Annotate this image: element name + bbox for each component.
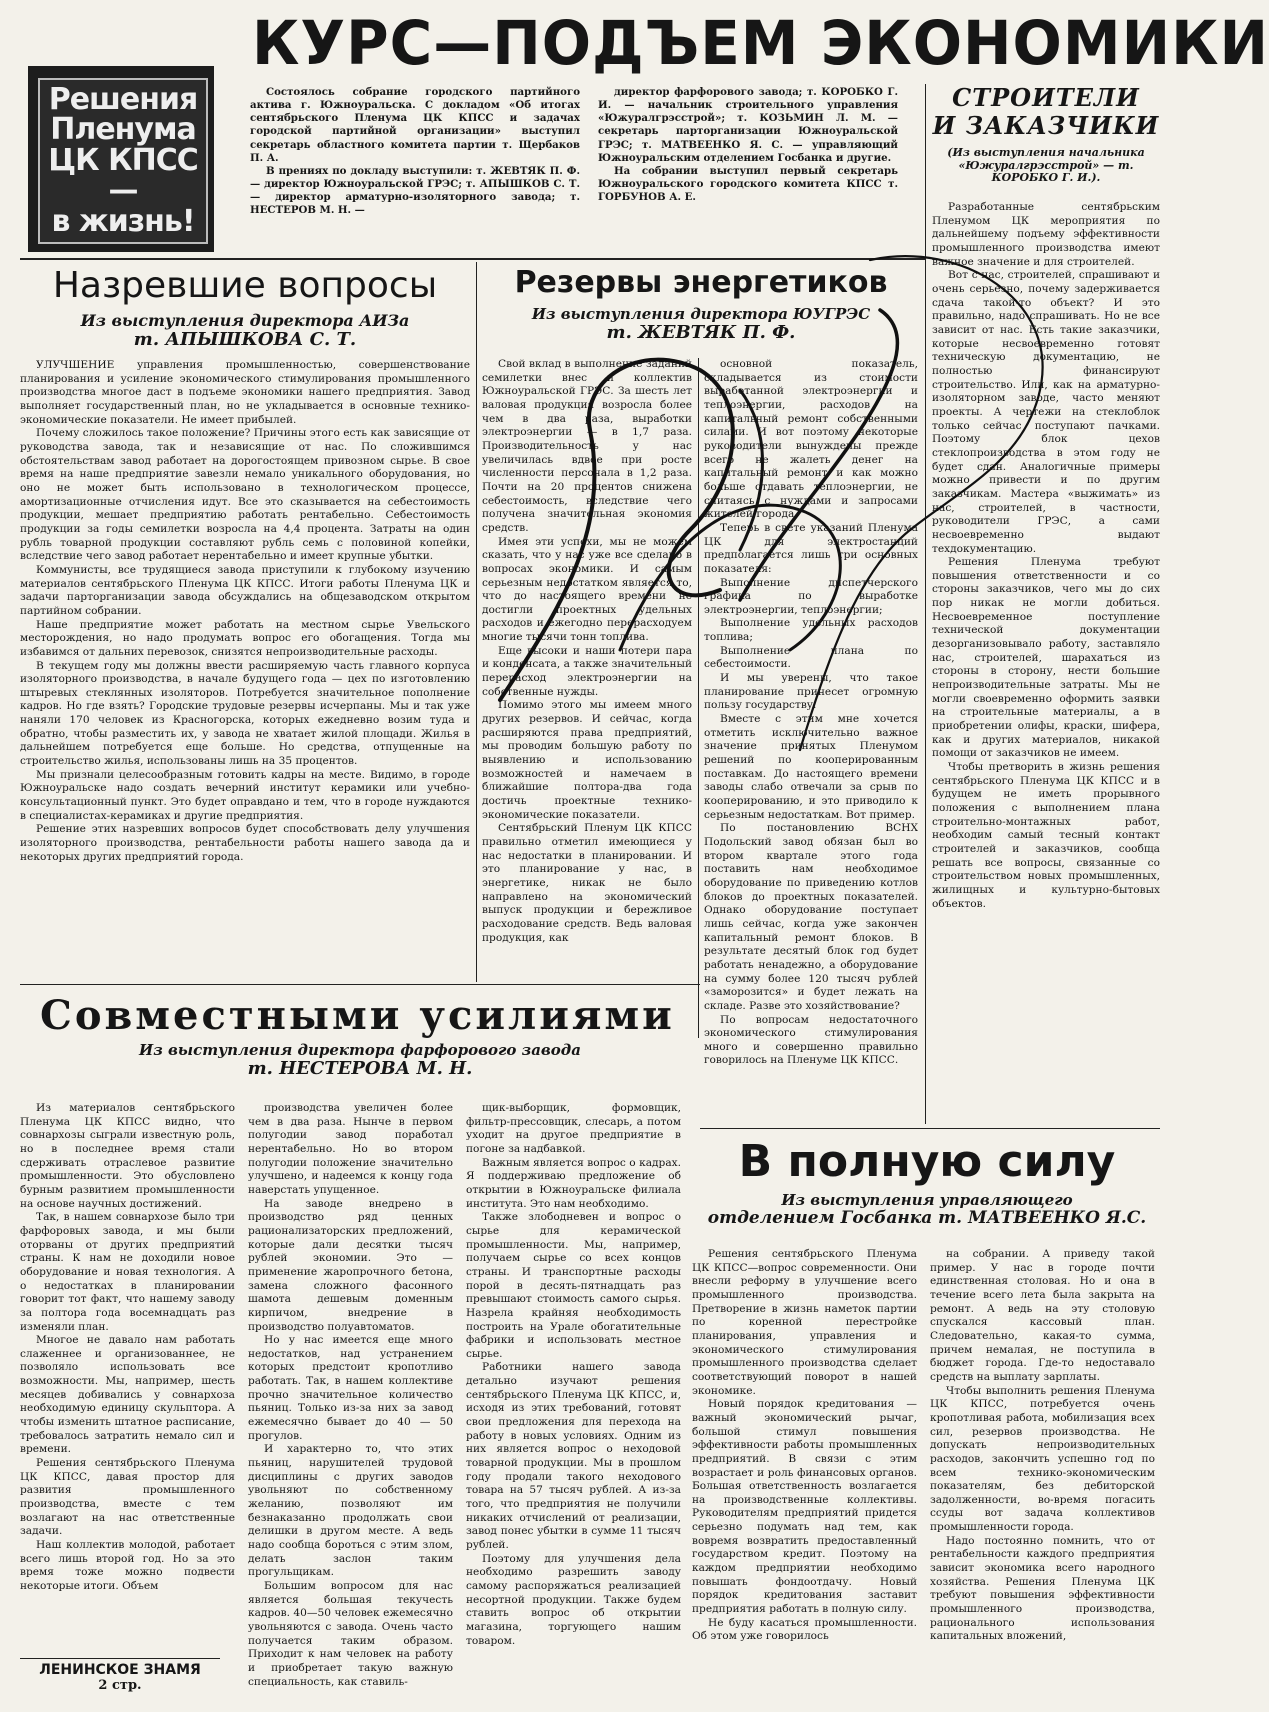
article-title: Назревшие вопросы: [52, 265, 438, 306]
article-title: СТРОИТЕЛИ: [952, 83, 1140, 112]
paragraph: Вместе с этим мне хочется отметить исключительно важное значение принятых Пленумом решений по кооперированным поставкам. До настоящего времени заводы слабо отвечали за срыв по кооперированию, и это приводило к серьезным недостаткам. Вот пример.: [704, 713, 918, 821]
article-body: [932, 201, 1160, 1101]
paragraph: Решения сентябрьского Пленума ЦК КПСС, давая простор для развития промышленного производства, вместе с тем возлагают на нас ответственные задачи.: [20, 1457, 235, 1538]
article-title: В полную силу: [738, 1136, 1116, 1187]
article-body: [20, 359, 470, 949]
newspaper-name: ЛЕНИНСКОЕ ЗНАМЯ: [39, 1662, 201, 1678]
article-subtitle: (Из выступления начальника «Южуралгрэсстрой» — т. КОРОБКО Г. И.).: [947, 146, 1145, 185]
article-body-col-1: [692, 1248, 917, 1708]
paragraph: Чтобы выполнить решения Пленума ЦК КПСС, потребуется очень кропотливая работа, мобилизация всех сил, резервов производства. Не допускать непроизводительных расходов, закончить успешно год по всем технико-экономическим показателям, без дебиторской задолженности, во-время погасить ссуды вот задача коллективов промышленности города.: [930, 1384, 1155, 1534]
article-nazrevshie: [20, 262, 470, 982]
article-body-col-1: [20, 1102, 235, 1662]
paragraph: директор фарфорового завода; т. КОРОБКО Г. И. — начальник строительного управления «Южуралгрэсстрой»; т. КОЗЬМИН Л. М. — секретарь парторганизации Южноуральской ГРЭС; т. МАТВЕЕНКО Я. С. — управляющий Южноуральским отделением Госбанка и другие.: [598, 86, 898, 164]
divider: [20, 984, 700, 985]
divider: [20, 258, 925, 260]
paragraph: щик-выборщик, формовщик, фильтр-прессовщик, слесарь, а потом уходит на другое предприятие в погоне за надбавкой.: [466, 1102, 681, 1155]
paragraph: На собрании выступил первый секретарь Южноуральского городского комитета КПСС т. ГОРБУНОВ А. Е.: [598, 164, 898, 204]
paragraph: Свой вклад в выполнение заданий семилетки внес и коллектив Южноуральской ГРЭС. За шесть лет валовая продукция возросла более чем в два раза, выработки электроэнергии — в 1,7 раза. Производительность у нас увеличилась вдвое при росте численности персонала в 1,2 раза. Почти на 20 процентов снижена себестоимость, вследствие чего получена значительная экономия средств.: [482, 358, 692, 534]
article-title: Совместными усилиями: [40, 992, 675, 1039]
paragraph: Помимо этого мы имеем много других резервов. И сейчас, когда расширяются права предприятий, мы проводим большую работу по выявлению и использованию возможностей и намечаем в ближайшие полтора-два года достичь проектные технико-экономические показатели.: [482, 699, 692, 821]
article-body-col-3: [466, 1102, 681, 1702]
paragraph: Наш коллектив молодой, работает всего лишь второй год. Но за это время тоже можно подвести некоторые итоги. Объем: [20, 1539, 235, 1592]
article-polnuyu: [692, 1136, 1162, 1710]
paragraph: Работники нашего завода детально изучают решения сентябрьского Пленума ЦК КПСС, и, исходя из этих требований, готовят свои предложения для перехода на работу в новых условиях. Одним из них является вопрос о неходовой товарной продукции. Мы в прошлом году продали такого неходового товара на 57 тысяч рублей. А из-за того, что предприятия не получили никаких отчислений от реализации, завод понес убытки в сумме 11 тысяч рублей.: [466, 1361, 681, 1551]
paragraph: Решения Пленума требуют повышения ответственности и со стороны заказчиков, чего мы до сих пор никак не могли добиться. Несвоевременное поступление технической документации дезорганизовывало работу, заставляло нас, строителей, шарахаться из стороны в сторону, нести большие непроизводительные затраты. Мы не могли своевременно оформить заявки на строительные материалы, а в приобретении олифы, краски, шифера, как и других материалов, никакой помощи от заказчиков не имеем.: [932, 556, 1160, 760]
paragraph: на собрании. А приведу такой пример. У нас в городе почти единственная столовая. Но и она в течение всего лета была закрыта на ремонт. А ведь на эту столовую спускался кассовый план. Следовательно, какая-то сумма, причем немалая, не поступила в бюджет города. Где-то недоставало средств на выплату зарплаты.: [930, 1248, 1155, 1383]
page-number: 2 стр.: [98, 1678, 142, 1693]
intro-col-1: [250, 86, 580, 256]
article-subtitle: Из выступления управляющего: [781, 1191, 1073, 1209]
paragraph: Так, в нашем совнархозе было три фарфоровых завода, и мы были оторваны от других предприятий страны. К нам не доходили новое оборудование и новая технология. А о недостатках в планировании говорит тот факт, что нашему заводу за полтора года восемнадцать раз изменяли план.: [20, 1211, 235, 1333]
paragraph: Чтобы претворить в жизнь решения сентябрьского Пленума ЦК КПСС и в будущем не иметь прорывного положения с выполнением плана строительно-монтажных работ, необходим самый тесный контакт строителей и заказчиков, сообща решать все вопросы, связанные со строительством новых промышленных, жилищных и культурно-бытовых объектов.: [932, 761, 1160, 910]
divider: [925, 84, 926, 1124]
paragraph: Выполнение удельных расходов топлива;: [704, 617, 918, 644]
article-author: т. НЕСТЕРОВА М. Н.: [247, 1058, 473, 1080]
paragraph: Еще высоки и наши потери пара и конденсата, а также значительный перерасход электроэнергии на собственные нужды.: [482, 644, 692, 698]
article-sovmestnymi: [20, 990, 700, 1690]
paragraph: Почему сложилось такое положение? Причины этого есть как зависящие от руководства завода, так и независящие от нас. По сложившимся обстоятельствам завод работает на дорогостоящем привозном сырье. В свое время на наше предприятие завезли немало уникального оборудования, но оно не может быть использовано в технологическом процессе, амортизационные отчисления идут. Все это сказывается на себестоимость продукции, мешает предприятию работать рентабельно. Себестоимость продукции за годы семилетки возросла на 4,4 процента. Затраты на один рубль товарной продукции составляют рубль семь с половиной копейки, вследствие чего завод работает нерентабельно и имеет крупные убытки.: [20, 427, 470, 563]
article-body-col-2: [248, 1102, 453, 1702]
paragraph: Наше предприятие может работать на местном сырье Увельского месторождения, но надо продумать вопрос его обогащения. Тогда мы избавимся от дальних перевозок, снизятся непроизводительные расходы.: [20, 618, 470, 658]
paragraph: Мы признали целесообразным готовить кадры на месте. Видимо, в городе Южноуральске надо создать вечерний институт керамики или учебно-консультационный пункт. Это будет оправдано и тем, что в городе нуждаются в специалистах-керамиках и другие предприятия.: [20, 768, 470, 822]
article-author: т. АПЫШКОВА С. Т.: [133, 329, 357, 351]
article-subtitle: Из выступления директора АИЗа: [80, 311, 410, 330]
paragraph: Коммунисты, все трудящиеся завода приступили к глубокому изучению материалов сентябрьского Пленума ЦК КПСС. Итоги работы Пленума ЦК и задачи парторганизации завода обсуждались на общезаводском открытом партийном собрании.: [20, 563, 470, 617]
paragraph: Многое не давало нам работать слаженнее и организованнее, не позволяло использовать все возможности. Мы, например, шесть месяцев добивались у совнархоза необходимую единицу скульптора. А чтобы изменить штатное расписание, требовалось затратить немало сил и времени.: [20, 1334, 235, 1456]
article-title: И ЗАКАЗЧИКИ: [932, 110, 1160, 140]
paragraph: Вот с нас, строителей, спрашивают и очень серьезно, почему задерживается сдача такой-то объект? И это правильно, надо спрашивать. Но не все зависит от нас. Есть такие заказчики, которые несвоевременно готовят техническую документацию, не полностью финансируют строительство. Или, как на арматурно-изоляторном заводе, часто меняют проекты. А чертежи на стеклоблок только сейчас поступают пачками. Поэтому блок цехов стеклопроизводства в этом году не будет сдан. Аналогичные примеры можно привести и по другим заказчикам. Мастера «выжимать» из нас, строителей, в частности, руководители ГРЭС, а сами несвоевременно выдают техдокументацию.: [932, 269, 1160, 555]
paragraph: По вопросам недостаточного экономического стимулирования много и совершенно правильно говорилось на Пленуме ЦК КПСС.: [704, 1013, 918, 1067]
article-body-col-1: [482, 358, 692, 958]
intro-col-2: [598, 86, 898, 256]
footer: [20, 1662, 220, 1710]
paragraph: Важным является вопрос о кадрах. Я поддерживаю предложение об открытии в Южноуральске филиала института. Это нам необходимо.: [466, 1156, 681, 1210]
paragraph: производства увеличен более чем в два раза. Нынче в первом полугодии завод поработал нерентабельно. Но во втором полугодии положение значительно улучшено, и надеемся к концу года наверстать упущенное.: [248, 1102, 453, 1196]
paragraph: По постановлению ВСНХ Подольский завод обязан был во втором квартале этого года поставить нам необходимое оборудование по приведению котлов блоков до проектных показателей. Однако оборудование поступает лишь сейчас, когда уже закончен капитальный ремонт блоков. В результате десятый блок год будет работать ненадежно, а оборудование на сумму более 120 тысяч рублей «заморозится» и будет лежать на складе. Разве это хозяйствование?: [704, 822, 918, 1012]
article-rezervy: [482, 262, 920, 1067]
paragraph: Надо постоянно помнить, что от рентабельности каждого предприятия зависит экономика всего народного хозяйства. Решения Пленума ЦК требуют повышения эффективности промышленного производства, рационального использования капитальных вложений,: [930, 1534, 1155, 1643]
paragraph: основной показатель, складывается из стоимости выработанной электроэнергии и теплоэнергии, расходов на капитальный ремонт собственными силами. И вот поэтому некоторые руководители вынуждены прежде всего не жалеть денег на капитальный ремонт и как можно больше отдавать теплоэнергии, не считаясь с нуждами и запросами жителей города.: [704, 358, 918, 521]
paragraph: Теперь в свете указаний Пленума ЦК для электростанций предполагается лишь три основных показателя:: [704, 521, 918, 575]
article-author: отделением Госбанка т. МАТВЕЕНКО Я.С.: [707, 1208, 1147, 1229]
paragraph: Состоялось собрание городского партийного актива г. Южноуральска. С докладом «Об итогах сентябрьского Пленума ЦК КПСС и задачах городской партийной организации» выступил секретарь областного комитета партии т. Щербаков П. А.: [250, 86, 580, 164]
paragraph: Выполнение плана по себестоимости.: [704, 644, 918, 671]
paragraph: Решение этих назревших вопросов будет способствовать делу улучшения изоляторного производства, рентабельности работы нашего завода да и некоторых других предприятий города.: [20, 823, 470, 863]
paragraph: Имея эти успехи, мы не можем сказать, что у нас уже все сделано в вопросах экономики. И самым серьезным недостатком является то, что до настоящего времени не достигли проектных удельных расходов и ежегодно перерасходуем многие тысячи тонн топлива.: [482, 535, 692, 644]
paragraph: Разработанные сентябрьским Пленумом ЦК мероприятия по дальнейшему подъему эффективности промышленного производства имеют важное значение и для строителей.: [932, 201, 1160, 268]
paragraph: Не буду касаться промышленности. Об этом уже говорилось: [692, 1616, 917, 1643]
slogan-box: [28, 66, 214, 252]
paragraph: Из материалов сентябрьского Пленума ЦК КПСС видно, что совнархозы сыграли известную роль, но в последнее время стали сдерживать отраслевое развитие промышленности. Это обусловлено бурным развитием промышленности на основе научных достижений.: [20, 1102, 235, 1210]
paragraph: И характерно то, что этих пьяниц, нарушителей трудовой дисциплины с других заводов увольняют по собственному желанию, позволяют им безнаказанно продолжать свои делишки в другом месте. А ведь надо сообща бороться с этим злом, делать заслон таким прогульщикам.: [248, 1443, 453, 1579]
divider: [700, 1128, 1160, 1129]
divider: [476, 262, 477, 982]
slogan-text: Решения Пленума ЦК КПСС— в жизнь!: [48, 81, 198, 239]
article-subtitle: Из выступления директора фарфорового завода: [139, 1041, 581, 1059]
paragraph: УЛУЧШЕНИЕ управления промышленностью, совершенствование планирования и усиление экономического стимулирования промышленного производства многое даст в подъеме экономики нашего предприятия. Завод выполняет государственный план, но не укладывается в основные технико-экономические показатели. Не имеет прибылей.: [20, 359, 470, 426]
paragraph: Решения сентябрьского Пленума ЦК КПСС—вопрос современности. Они внесли реформу в улучшение всего промышленного производства. Претворение в жизнь наметок партии по коренной перестройке планирования, управления и экономического стимулирования промышленного производства сделает соответствующий поворот в нашей экономике.: [692, 1248, 917, 1397]
article-author: т. ЖЕВТЯК П. Ф.: [606, 322, 796, 344]
article-stroiteli: [932, 84, 1160, 1124]
paragraph: Сентябрьский Пленум ЦК КПСС правильно отметил имеющиеся у нас недостатки в планировании. И это планирование у нас, в энергетике, никак не было направлено на экономический выпуск продукции и бережливое расходование средств. Ведь валовая продукция, как: [482, 822, 692, 944]
page-title: КУРС—ПОДЪЕМ ЭКОНОМИКИ: [252, 7, 1269, 79]
paragraph: Поэтому для улучшения дела необходимо разрешить заводу самому распоряжаться реализацией несортной продукции. Также будем ставить вопрос об открытии магазина, торгующего нашим товаром.: [466, 1552, 681, 1647]
paragraph: Также злободневен и вопрос о сырье для керамической промышленности. Мы, например, получаем сырье со всех концов страны. И транспортные расходы порой в десять-пятнадцать раз превышают стоимость самого сырья. Назрела крайняя необходимость построить на Урале обогатительные фабрики и использовать местное сырье.: [466, 1211, 681, 1360]
paragraph: И мы уверены, что такое планирование принесет огромную пользу государству.: [704, 672, 918, 712]
paragraph: Выполнение диспетчерского графика по выработке электроэнергии, теплоэнергии;: [704, 576, 918, 616]
article-title: Резервы энергетиков: [514, 265, 888, 300]
paragraph: Большим вопросом для нас является большая текучесть кадров. 40—50 человек ежемесячно увольняются с завода. Очень часто получается таким образом. Приходит к нам человек на работу и приобретает такую важную специальность, как ставиль-: [248, 1579, 453, 1688]
paragraph: В текущем году мы должны ввести расширяемую часть главного корпуса изоляторного производства, в начале будущего года — цех по изготовлению штыревых стеклянных изоляторов. Потребуется значительное пополнение кадров. Но где взять? Городские трудовые резервы исчерпаны. Мы и так уже наняли 170 человек из Красногорска, которых ежедневно возим туда и обратно, чтобы разместить их, у завода не хватает жилой площади. Жилья в дальнейшем потребуется еще больше. Но средства, отпущенные на строительство жилья, использованы лишь на 35 процентов.: [20, 659, 470, 768]
article-subtitle: Из выступления директора ЮУГРЭС: [531, 305, 871, 323]
paragraph: Но у нас имеется еще много недостатков, над устранением которых предстоит кропотливо работать. Так, в нашем коллективе прочно значительное количество пьяниц. Только из-за них за завод ежемесячно бывает до 40 — 50 прогулов.: [248, 1334, 453, 1442]
paragraph: На заводе внедрено в производство ряд ценных рационализаторских предложений, которые дали десятки тысяч рублей экономии. Это — применение жаропрочного бетона, замена сложного фасонного шамота дешевым доменным кирпичом, внедрение в производство полуавтоматов.: [248, 1197, 453, 1333]
article-body-col-2: [930, 1248, 1155, 1708]
paragraph: В прениях по докладу выступили: т. ЖЕВТЯК П. Ф. — директор Южноуральской ГРЭС; т. АПЫШКОВ С. Т. — директор арматурно-изоляторного завода; т. НЕСТЕРОВ М. Н. —: [250, 164, 580, 217]
paragraph: Новый порядок кредитования — важный экономический рычаг, большой стимул повышения эффективности работы промышленных предприятий. В связи с этим возрастает и роль финансовых органов. Большая ответственность возлагается на производственные коллективы. Руководителям предприятий придется серьезно подумать над тем, как вовремя возвратить предоставленный государством кредит. Поэтому на каждом предприятии необходимо повышать фондоотдачу. Новый порядок кредитования заставит предприятия работать в полную силу.: [692, 1398, 917, 1616]
article-body-col-2: [704, 358, 918, 1067]
